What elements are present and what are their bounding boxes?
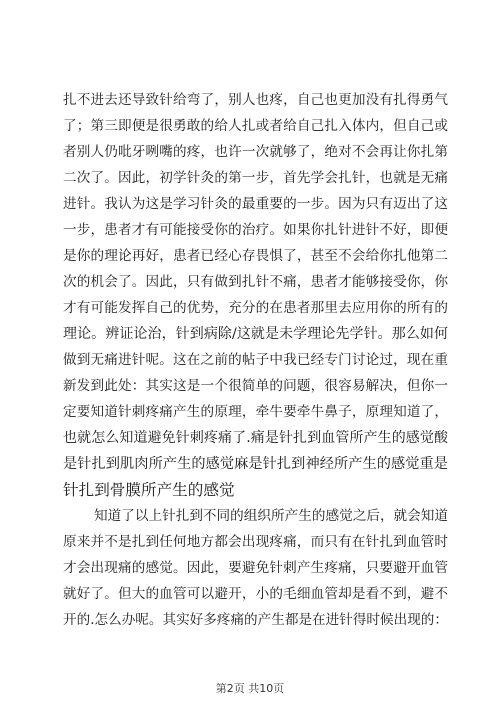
paragraph-1-line: 新发到此处：其实这是一个很简单的问题，很容易解决，但你一 [63, 378, 448, 394]
paragraph-1-line: 理论。辨证论治，针到病除/这就是未学理论先学针。那么如何 [63, 326, 448, 342]
paragraph-1-line: 进针。我认为这是学习针灸的最重要的一步。因为只有迈出了这 [63, 196, 448, 212]
paragraph-1-line: 了；第三即便是很勇敢的给人扎或者给自己扎入体内，但自己或 [63, 118, 448, 134]
paragraph-1-line: 扎不进去还导致针给弯了，别人也疼，自己也更加没有扎得勇气 [63, 92, 448, 108]
paragraph-2-line: 原来并不是扎到任何地方都会出现疼痛，而只有在针扎到血管时 [63, 534, 448, 550]
paragraph-1-line: 二次了。因此，初学针灸的第一步，首先学会扎针，也就是无痛 [63, 170, 448, 186]
paragraph-2-line: 开的.怎么办呢。其实好多疼痛的产生都是在进针得时候出现的： [63, 612, 448, 628]
paragraph-1-line: 次的机会了。因此，只有做到扎针不痛，患者才能够接受你，你 [63, 274, 448, 290]
paragraph-2-line: 知道了以上针扎到不同的组织所产生的感觉之后，就会知道 [94, 508, 448, 524]
paragraph-1-line: 是针扎到肌肉所产生的感觉麻是针扎到神经所产生的感觉重是 [63, 456, 448, 472]
paragraph-1-line: 针扎到骨膜所产生的感觉 [63, 481, 235, 499]
paragraph-1-line: 做到无痛进针呢。这在之前的帖子中我已经专门讨论过，现在重 [63, 352, 448, 368]
paragraph-1-line: 是你的理论再好，患者已经心存畏惧了，甚至不会给你扎他第二 [63, 248, 448, 264]
paragraph-1-line: 一步，患者才有可能接受你的治疗。如果你扎针进针不好，即便 [63, 222, 448, 238]
paragraph-1-line: 也就怎么知道避免针刺疼痛了.痛是针扎到血管所产生的感觉酸 [63, 430, 448, 446]
paragraph-2-line: 就好了。但大的血管可以避开，小的毛细血管却是看不到，避不 [63, 586, 448, 602]
paragraph-1-line: 者别人仍吡牙咧嘴的疼，也许一次就够了，绝对不会再让你扎第 [63, 144, 448, 160]
paragraph-2-line: 才会出现痛的感觉。因此，要避免针刺产生疼痛，只要避开血管 [63, 560, 448, 576]
paragraph-1-line: 才有可能发挥自己的优势，充分的在患者那里去应用你的所有的 [63, 300, 448, 316]
paragraph-1-line: 定要知道针刺疼痛产生的原理，牵牛要牵牛鼻子，原理知道了， [63, 404, 448, 420]
page-number-footer: 第2页 共10页 [215, 682, 285, 695]
